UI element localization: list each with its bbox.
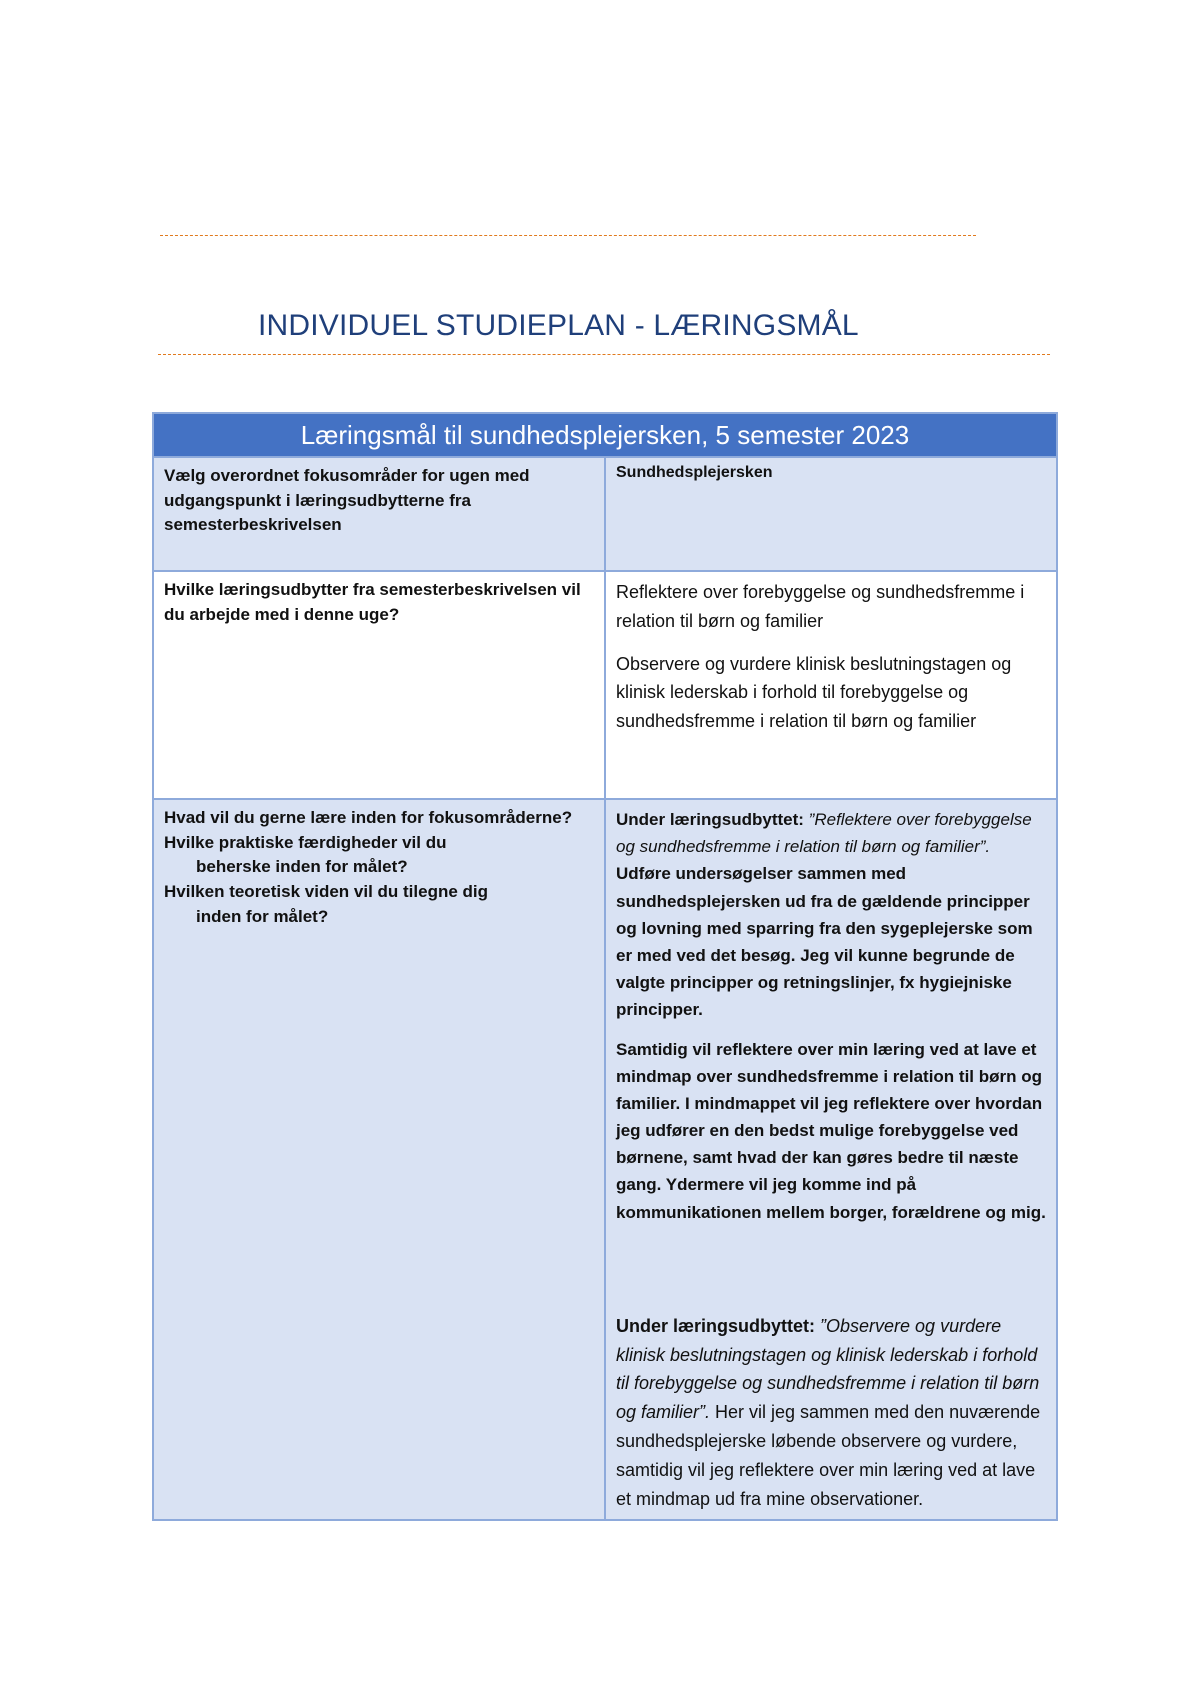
table-row <box>153 799 1057 1520</box>
title-dashed-rule <box>158 354 1050 355</box>
focus-area-answer-text: Sundhedsplejersken <box>616 464 773 481</box>
quoted-outcome: ”Observere og vurdere klinisk beslutningstagen og klinisk lederskab i forhold til forebyggelse og sundhedsfremme i relation til børn og familier”. <box>616 1315 1040 1423</box>
paragraph-spacer <box>616 1238 1046 1312</box>
table-header-row <box>153 413 1057 457</box>
question-line: inden for målet? <box>196 906 329 926</box>
answer-paragraph-1 <box>616 806 1046 1024</box>
quoted-outcome: ”Reflektere over forebyggelse og sundhedsfremme i relation til børn og familier”. <box>616 810 1032 857</box>
question-line: beherske inden for målet? <box>196 857 408 877</box>
what-to-learn-question <box>153 799 605 1520</box>
learning-outcome-1: Reflektere over forebyggelse og sundhedsfremme i relation til børn og familier <box>616 582 1025 631</box>
paragraph-label: Under læringsudbyttet: <box>616 810 809 829</box>
table-row <box>153 571 1057 799</box>
question-line: Hvilke praktiske færdigheder vil du <box>164 832 447 852</box>
top-dashed-rule <box>160 235 976 236</box>
table-header: Læringsmål til sundhedsplejersken, 5 semester 2023 <box>153 413 1057 457</box>
paragraph-body: Udføre undersøgelser sammen med sundhedsplejersken ud fra de gældende principper og lovning med sparring fra den sygeplejerske som er med ved det besøg. Jeg vil kunne begrunde de valgte principper og retningslinjer, fx hygiejniske principper. <box>616 864 1033 1020</box>
focus-area-question: Vælg overordnet fokusområder for ugen med udgangspunkt i læringsudbytterne fra semesterbeskrivelsen <box>153 457 605 571</box>
document-title: INDIVIDUEL STUDIEPLAN - LÆRINGSMÅL <box>258 309 859 342</box>
table-row <box>153 457 1057 571</box>
answer-paragraph-2: Samtidig vil reflektere over min læring ved at lave et mindmap over sundhedsfremme i relation til børn og familier. I mindmappet vil jeg reflektere over hvordan jeg udfører en den bedst mulige forebyggelse ved børnene, samt hvad der kan gøres bedre til næste gang. Ydermere vil jeg komme ind på kommunikationen mellem borger, forældrene og mig. <box>616 1039 1046 1222</box>
focus-area-answer <box>605 457 1057 571</box>
learning-outcomes-question: Hvilke læringsudbytter fra semesterbeskrivelsen vil du arbejde med i denne uge? <box>153 571 605 799</box>
question-line: Hvad vil du gerne lære inden for fokusområderne? <box>164 808 573 827</box>
learning-outcome-2: Observere og vurdere klinisk beslutningstagen og klinisk lederskab i forhold til forebyggelse og sundhedsfremme i relation til børn og familier <box>616 653 1012 732</box>
answer-paragraph-3 <box>616 1312 1046 1514</box>
paragraph-label: Under læringsudbyttet: <box>616 1315 821 1336</box>
question-line: Hvilken teoretisk viden vil du tilegne dig <box>164 881 489 901</box>
paragraph-body: Her vil jeg sammen med den nuværende sundhedsplejerske løbende observere og vurdere, samtidig vil jeg reflektere over min læring ved at lave et mindmap ud fra mine observationer. <box>616 1402 1041 1509</box>
what-to-learn-answer <box>605 799 1057 1520</box>
learning-outcomes-answer <box>605 571 1057 799</box>
learning-goals-table <box>152 412 1058 1521</box>
